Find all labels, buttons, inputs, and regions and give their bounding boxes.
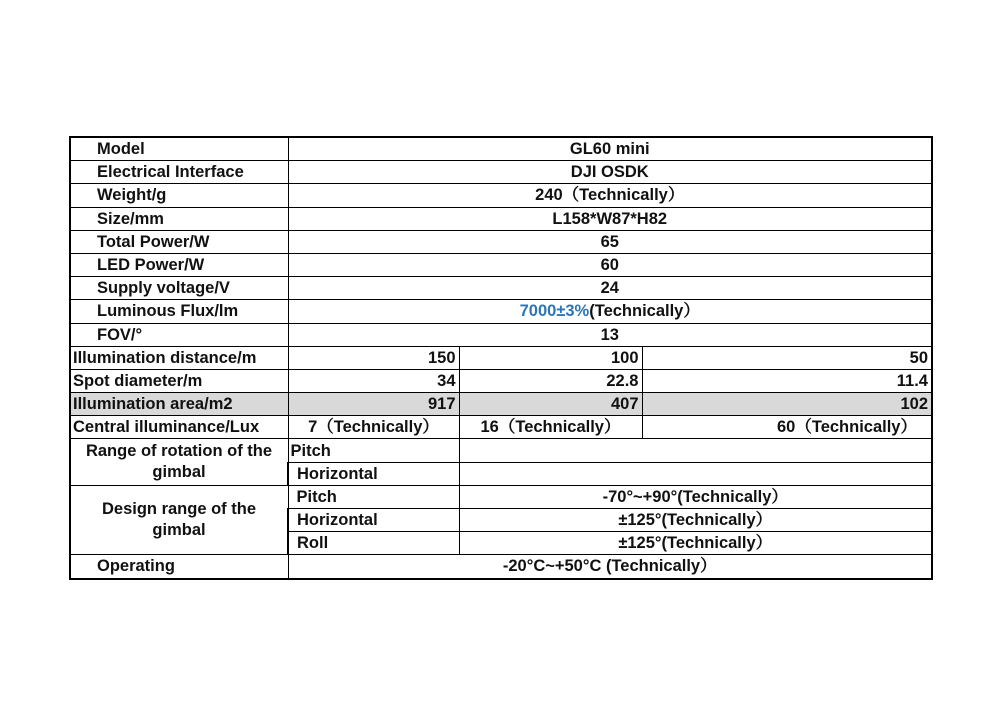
row-electrical-interface (70, 161, 932, 184)
led-power-value: 60 (288, 253, 932, 276)
central-illuminance-value: 16（Technically） (459, 416, 642, 439)
row-led-power (70, 253, 932, 276)
luminous-flux-suffix: (Technically） (589, 302, 700, 321)
electrical-interface-value: DJI OSDK (288, 161, 932, 184)
design-horizontal-label: Horizontal (288, 509, 459, 532)
row-illumination-area (70, 393, 932, 416)
operating-label: Operating (70, 555, 288, 579)
spot-diameter-value: 22.8 (459, 369, 642, 392)
design-range-label: Design range of the gimbal (70, 485, 288, 555)
spot-diameter-label: Spot diameter/m (70, 369, 288, 392)
size-label: Size/mm (70, 207, 288, 230)
row-illumination-distance (70, 346, 932, 369)
weight-label: Weight/g (70, 184, 288, 207)
central-illuminance-label: Central illuminance/Lux (70, 416, 288, 439)
model-value: GL60 mini (288, 137, 932, 161)
size-value: L158*W87*H82 (288, 207, 932, 230)
fov-label: FOV/° (70, 323, 288, 346)
weight-value: 240（Technically） (288, 184, 932, 207)
rotation-horizontal-value (459, 462, 932, 485)
illumination-distance-value: 150 (288, 346, 459, 369)
row-rotation-pitch (70, 439, 932, 462)
illumination-distance-value: 50 (642, 346, 932, 369)
illumination-distance-label: Illumination distance/m (70, 346, 288, 369)
spot-diameter-value: 34 (288, 369, 459, 392)
operating-value: -20°C~+50°C (Technically） (288, 555, 932, 579)
illumination-area-label: Illumination area/m2 (70, 393, 288, 416)
design-pitch-value: -70°~+90°(Technically） (459, 485, 932, 508)
design-roll-label: Roll (288, 532, 459, 555)
illumination-area-value: 917 (288, 393, 459, 416)
rotation-range-label: Range of rotation of the gimbal (70, 439, 288, 485)
row-total-power (70, 230, 932, 253)
luminous-flux-value (288, 300, 932, 323)
row-spot-diameter (70, 369, 932, 392)
total-power-value: 65 (288, 230, 932, 253)
illumination-area-value: 102 (642, 393, 932, 416)
luminous-flux-label: Luminous Flux/lm (70, 300, 288, 323)
row-operating (70, 555, 932, 579)
row-design-pitch (70, 485, 932, 508)
row-fov (70, 323, 932, 346)
row-luminous-flux (70, 300, 932, 323)
design-horizontal-value: ±125°(Technically） (459, 509, 932, 532)
rotation-pitch-label: Pitch (288, 439, 459, 462)
design-pitch-label: Pitch (288, 485, 459, 508)
rotation-horizontal-label: Horizontal (288, 462, 459, 485)
row-supply-voltage (70, 277, 932, 300)
luminous-flux-number: 7000±3% (519, 302, 590, 321)
fov-value: 13 (288, 323, 932, 346)
supply-voltage-value: 24 (288, 277, 932, 300)
electrical-interface-label: Electrical Interface (70, 161, 288, 184)
row-model (70, 137, 932, 161)
row-size (70, 207, 932, 230)
illumination-distance-value: 100 (459, 346, 642, 369)
row-central-illuminance (70, 416, 932, 439)
led-power-label: LED Power/W (70, 253, 288, 276)
design-roll-value: ±125°(Technically） (459, 532, 932, 555)
model-label: Model (70, 137, 288, 161)
total-power-label: Total Power/W (70, 230, 288, 253)
central-illuminance-value: 7（Technically） (288, 416, 459, 439)
central-illuminance-value: 60（Technically） (642, 416, 932, 439)
spot-diameter-value: 11.4 (642, 369, 932, 392)
spec-table (69, 136, 933, 580)
rotation-pitch-value (459, 439, 932, 462)
row-weight (70, 184, 932, 207)
supply-voltage-label: Supply voltage/V (70, 277, 288, 300)
illumination-area-value: 407 (459, 393, 642, 416)
